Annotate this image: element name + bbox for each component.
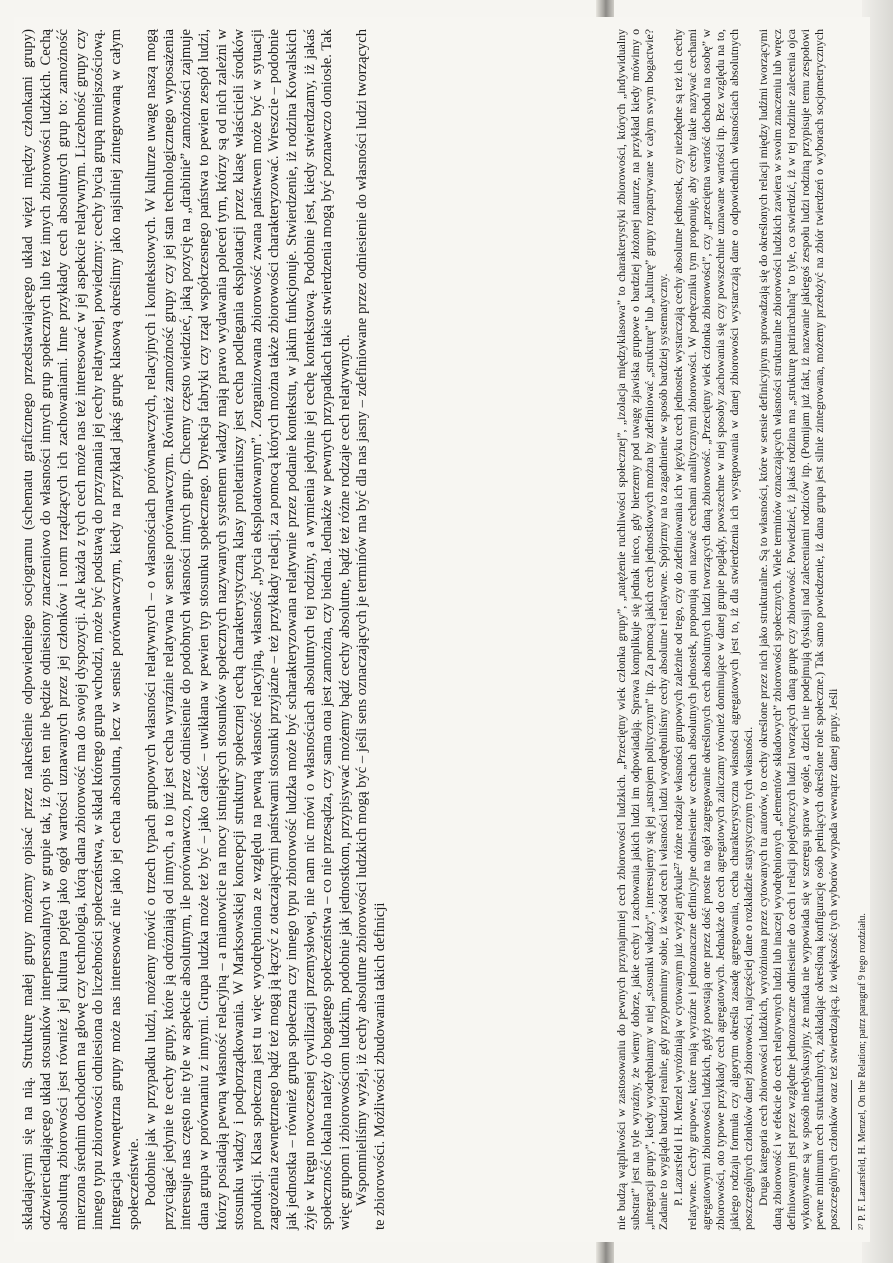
paragraph: Wspomnieliśmy wyżej, iż cechy absolutne zbiorowości ludzkich mogą być – jeśli sens oznaczających je terminów ma być dla nas jasny – zdefiniowane przez odniesienie do własności ludzi tworzących te zbiorowości. Możliwości zbudowania takich definicji — [354, 29, 388, 1230]
paragraph: Druga kategoria cech zbiorowości ludzkich, wyróżniona przez cytowanych tu autorów, to cechy określone przez nich jako strukturalne. Są to własności, które w sensie definicyjnym sprowadzają się do określonych relacji między ludźmi tworzącymi daną zbiorowość i w efekcie do cech relatywnych ludzi lub inaczej wyodrębnionych „elementów składowych” zbiorowości społecznych. Wiele terminów oznaczających własności strukturalne zbiorowości ludzkich zawiera w swoim znaczeniu lub wręcz definiowanym jest przez względne jednoznaczne odniesienie do cech i relacji pojedynczych ludzi tworzących daną grupę czy zbiorowość. Powiedzieć, iż jakaś rodzina ma „strukturę patriarchalną” to tyle, co stwierdzić, iż w tej rodzinie zalecenia ojca wykonywane są w sposób niedyskusyjny, że matka nie wypowiada się w szeregu spraw w ogóle, a dzieci nie podejmują dyskusji nad zaleceniami rodziców itp. (Pomijam już fakt, iż nazwanie jakiegoś zespołu ludzi rodziną przypisuje temu zespołowi pewne minimum cech strukturalnych, zakładając określoną konfigurację osób pełniących określone role społeczne.) Tak samo powiedzenie, iż dana grupa jest silnie zintegrowana, możemy przełożyć na zbiór twierdzeń o wyborach socjometrycznych poszczególnych członków oraz też stwierdzającą, iż większość tych wyborów wypada wewnątrz danej grupy. Jeśli — [755, 29, 841, 1230]
right-page — [608, 17, 870, 1242]
paragraph: nie budzą wątpliwości w zastosowaniu do pewnych przynajmniej cech zbiorowości ludzkich. „Przeciętny wiek członka grupy”, „natężenie ruchliwości społecznej”, „izolacja międzyklasowa” to charakterystyki zbiorowości, których „indywidualny substrat” jest na tyle wyraźny, że wiemy dobrze, jakie cechy i zachowania jakich ludzi im odpowiadają. Sprawa komplikuje się jednak nieco, gdy bierzemy pod uwagę zjawiska grupowe o bardziej złożonej naturze, na przykład kiedy mówimy o „integracji grupy”, kiedy wyodrębniamy w niej „stosunki władzy”, interesujemy się jej „ustrojem politycznym” itp. Za pomocą jakich cech jednostkowych można by zdefiniować „strukturę” lub „kulturę” grupy rozpatrywane w całym swym bogactwie? Zadanie to wygląda bardziej realnie, gdy przypomnimy sobie, iż wśród cech i własności ludzi wyodrębniliśmy cechy absolutne i relatywne. Spójrzmy na to zagadnienie w sposób bardziej systematyczny. — [614, 29, 671, 1230]
left-page — [14, 17, 610, 1242]
footnote: ²⁷ P. F. Lazarsfeld, H. Menzel, On the Relation; patrz paragraf 9 tego rozdziału. — [856, 913, 868, 1230]
paragraph: Podobnie jak w przypadku ludzi, możemy mówić o trzech typach grupowych własności relatywnych – o własnościach porównawczych, relacyjnych i kontekstowych. W kulturze uwagę naszą mogą przyciągać jedynie te cechy grupy, które ją odróżniają od innych, a to już jest cecha wyraźnie relatywna w sensie porównawczym. Również zamożność grupy czy jej stan technologicznego wyposażenia interesuje nas często nie tyle w aspekcie absolutnym, ile porównawczo, przez odniesienie do podobnych własności innych grup. Chcemy często wiedzieć, jaką pozycję na „drabinie” zamożności zajmuje dana grupa w porównaniu z innymi. Grupa ludzka może też być – jako całość – uwikłana w pewien typ stosunku społecznego. Dyrekcja fabryki czy rząd współczesnego państwa to pewien zespół ludzi, którzy posiadają pewną własność relacyjną – a mianowicie na mocy istniejących stosunków społecznych nazywanych systemem władzy mają prawo wydawania poleceń tym, którzy są od nich zależni w stosunku władzy i podporządkowania. W Marksowskiej koncepcji struktury społecznej cechą charakterystyczną klasy proletariuszy jest cecha podlegania eksploatacji przez klasę właścicieli środków produkcji. Klasa społeczna jest tu więc wyodrębniona ze względu na pewną własność relacyjną, własność „bycia eksploatowanym”. Zorganizowana zbiorowość zwana państwem może być w sytuacji zagrożenia zewnętrznego bądź też mogą ją łączyć z otaczającymi państwami stosunki przyjaźne – też przykłady relacji, za pomocą których można także zbiorowości charakteryzować. Wreszcie – podobnie jak jednostka – również grupa społeczna czy innego typu zbiorowość ludzka może być scharakteryzowana relatywnie przez podanie kontekstu, w jakim funkcjonuje. Stwierdzenie, iż rodzina Kowalskich żyje w kręgu nowoczesnej cywilizacji przemysłowej, nie nam nic mówi o własnościach absolutnych tej rodziny, a wymienia jedynie jej cechę kontekstową. Podobnie jest, kiedy stwierdzamy, iż jakaś społeczność lokalna należy do bogatego społeczeństwa – co nie przesądza, czy sama ona jest zamożna, czy biedna. Jednakże w pewnych przypadkach takie stwierdzenia mogą być poznawczo doniosłe. Tak więc grupom i zbiorowościom ludzkim, podobnie jak jednostkom, przypisywać możemy bądź cechy absolutne, bądź też różne rodzaje cech relatywnych. — [143, 29, 353, 1230]
paragraph: P. Lazarsfeld i H. Menzel wyróżniają w cytowanym już wyżej artykule²⁷ różne rodzaje własności grupowych zależnie od tego, czy do zdefiniowania ich w języku cech jednostek wystarczają cechy absolutne jednostek, czy niezbędne są też ich cechy relatywne. Cechy grupowe, które mają wyraźne i jednoznaczne definicyjne odniesienie w cechach absolutnych jednostek, proponują oni nazwać cechami analitycznymi zbiorowości. W podręczniku tym proponuję, aby cechy takie nazywać cechami agregatowymi zbiorowości ludzkich, gdyż powstają one przez dość proste na ogół zagregowanie określonych cech absolutnych ludzi tworzących daną zbiorowość. „Przeciętny wiek członka zbiorowości”, czy „przeciętna wartość dochodu na osobę” w zbiorowości, oto typowe przykłady cech agregatowych. Jednakże do cech agregatowych zaliczamy również dominujące w danej grupie poglądy, powszechne w niej sposoby zachowania się czy powszechnie uznawane wartości itp. Bez względu na to, jakiego rodzaju formuła czy algorytm określa zasadę agregowania, cecha charakterystyczna własności agregatowych jest to, iż dla stwierdzenia ich występowania w danej zbiorowości wystarczają dane o odpowiednich własnościach absolutnych poszczególnych członków danej zbiorowości, najczęściej dane o rozkładzie statystycznym tych własności. — [670, 29, 756, 1230]
footnote-rule — [851, 1080, 852, 1230]
paragraph: składającymi się na nią. Strukturę małej grupy możemy opisać przez nakreślenie odpowiedniego socjogramu (schematu graficznego przedstawiającego układ więzi między członkami grupy) odzwierciedlającego układ stosunków interpersonalnych w grupie tak, iż opis ten nie będzie odniesiony znaczeniowo do własności innych grup społecznych lub też innych zbiorowości ludzkich. Cechą absolutną zbiorowości jest również jej kultura pojęta jako ogół wartości uznawanych przez jej członków i norm rządzących ich zachowaniami. Inne przykłady cech absolutnych grup to: zamożność mierzona średnim dochodem na głowę czy technologia, którą dana zbiorowość ma do swojej dyspozycji. Ale każda z tych cech może nas też interesować w jej aspekcie relatywnym. Liczebność grupy czy innego typu zbiorowości odniesiona do liczebności społeczeństwa, w skład którego grupa wchodzi, może być podstawą do przyznania jej cechy relatywnej, powiedzmy: cechy bycia grupą mniejszościową. Integracja wewnętrzna grupy może nas interesować nie jako jej cecha absolutna, lecz w sensie porównawczym, kiedy na przykład jakąś grupę klasową określimy jako najsilniej zintegrowaną w całym społeczeństwie. — [20, 29, 142, 1230]
